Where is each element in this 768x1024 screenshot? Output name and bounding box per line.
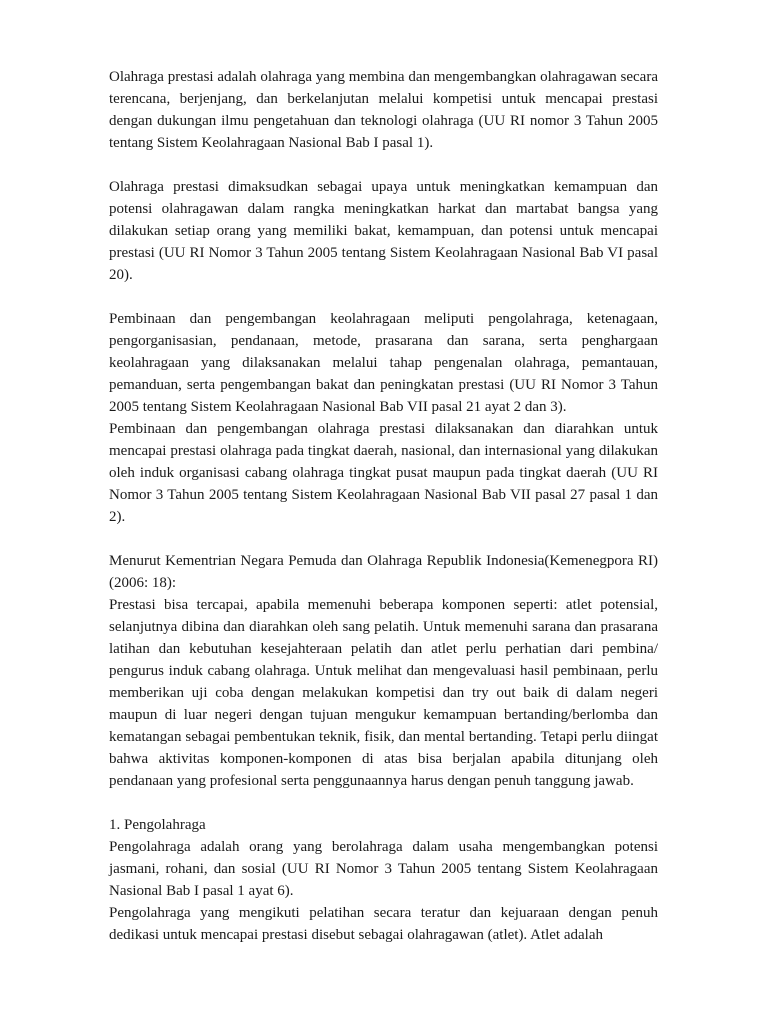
- paragraph-pembinaan-olahraga-prestasi: Pembinaan dan pengembangan olahraga prestasi dilaksanakan dan diarahkan untuk mencapai prestasi olahraga pada tingkat daerah, nasional, dan internasional yang dilakukan oleh induk organisasi cabang olahraga tingkat pusat maupun pada tingkat daerah (UU RI Nomor 3 Tahun 2005 tentang Sistem Keolahragaan Nasional Bab VII pasal 27 pasal 1 dan 2).: [109, 421, 658, 525]
- paragraph-olahragawan-atlet: Pengolahraga yang mengikuti pelatihan secara teratur dan kejuaraan dengan penuh dedikasi untuk mencapai prestasi disebut sebagai olahragawan (atlet). Atlet adalah: [109, 905, 658, 943]
- document-page: [109, 66, 658, 946]
- paragraph-olahraga-prestasi-definition: Olahraga prestasi adalah olahraga yang membina dan mengembangkan olahragawan secara terencana, berjenjang, dan berkelanjutan melalui kompetisi untuk mencapai prestasi dengan dukungan ilmu pengetahuan dan teknologi olahraga (UU RI nomor 3 Tahun 2005 tentang Sistem Keolahragaan Nasional Bab I pasal 1).: [109, 69, 658, 151]
- paragraph-pembinaan-keolahragaan: Pembinaan dan pengembangan keolahragaan meliputi pengolahraga, ketenagaan, pengorganisasian, pendanaan, metode, prasarana dan sarana, serta penghargaan keolahragaan yang dilaksanakan melalui tahap pengenalan olahraga, pemantauan, pemanduan, serta pengembangan bakat dan peningkatan prestasi (UU RI Nomor 3 Tahun 2005 tentang Sistem Keolahragaan Nasional Bab VII pasal 21 ayat 2 dan 3).: [109, 311, 658, 415]
- paragraph-kemenegpora-intro: Menurut Kementrian Negara Pemuda dan Olahraga Republik Indonesia(Kemenegpora RI) (2006: 18):: [109, 553, 658, 591]
- paragraph-pengolahraga-definition: Pengolahraga adalah orang yang berolahraga dalam usaha mengembangkan potensi jasmani, rohani, dan sosial (UU RI Nomor 3 Tahun 2005 tentang Sistem Keolahragaan Nasional Bab I pasal 1 ayat 6).: [109, 839, 658, 899]
- paragraph-prestasi-komponen: Prestasi bisa tercapai, apabila memenuhi beberapa komponen seperti: atlet potensial, selanjutnya dibina dan diarahkan oleh sang pelatih. Untuk memenuhi sarana dan prasarana latihan dan kebutuhan kesejahteraan pelatih dan atlet perlu perhatian dari pembina/ pengurus induk cabang olahraga. Untuk melihat dan mengevaluasi hasil pembinaan, perlu memberikan uji coba dengan melakukan kompetisi dan try out baik di dalam negeri maupun di luar negeri dengan tujuan mengukur kemampuan bertanding/berlomba dan kematangan sebagai pembentukan teknik, fisik, dan mental bertanding. Tetapi perlu diingat bahwa aktivitas komponen-komponen di atas bisa berjalan apabila ditunjang oleh pendanaan yang profesional serta penggunaannya harus dengan penuh tanggung jawab.: [109, 597, 658, 789]
- section-heading-pengolahraga: 1. Pengolahraga: [109, 817, 206, 833]
- paragraph-olahraga-prestasi-purpose: Olahraga prestasi dimaksudkan sebagai upaya untuk meningkatkan kemampuan dan potensi olahragawan dalam rangka meningkatkan harkat dan martabat bangsa yang dilakukan setiap orang yang memiliki bakat, kemampuan, dan potensi untuk mencapai prestasi (UU RI Nomor 3 Tahun 2005 tentang Sistem Keolahragaan Nasional Bab VI pasal 20).: [109, 179, 658, 283]
